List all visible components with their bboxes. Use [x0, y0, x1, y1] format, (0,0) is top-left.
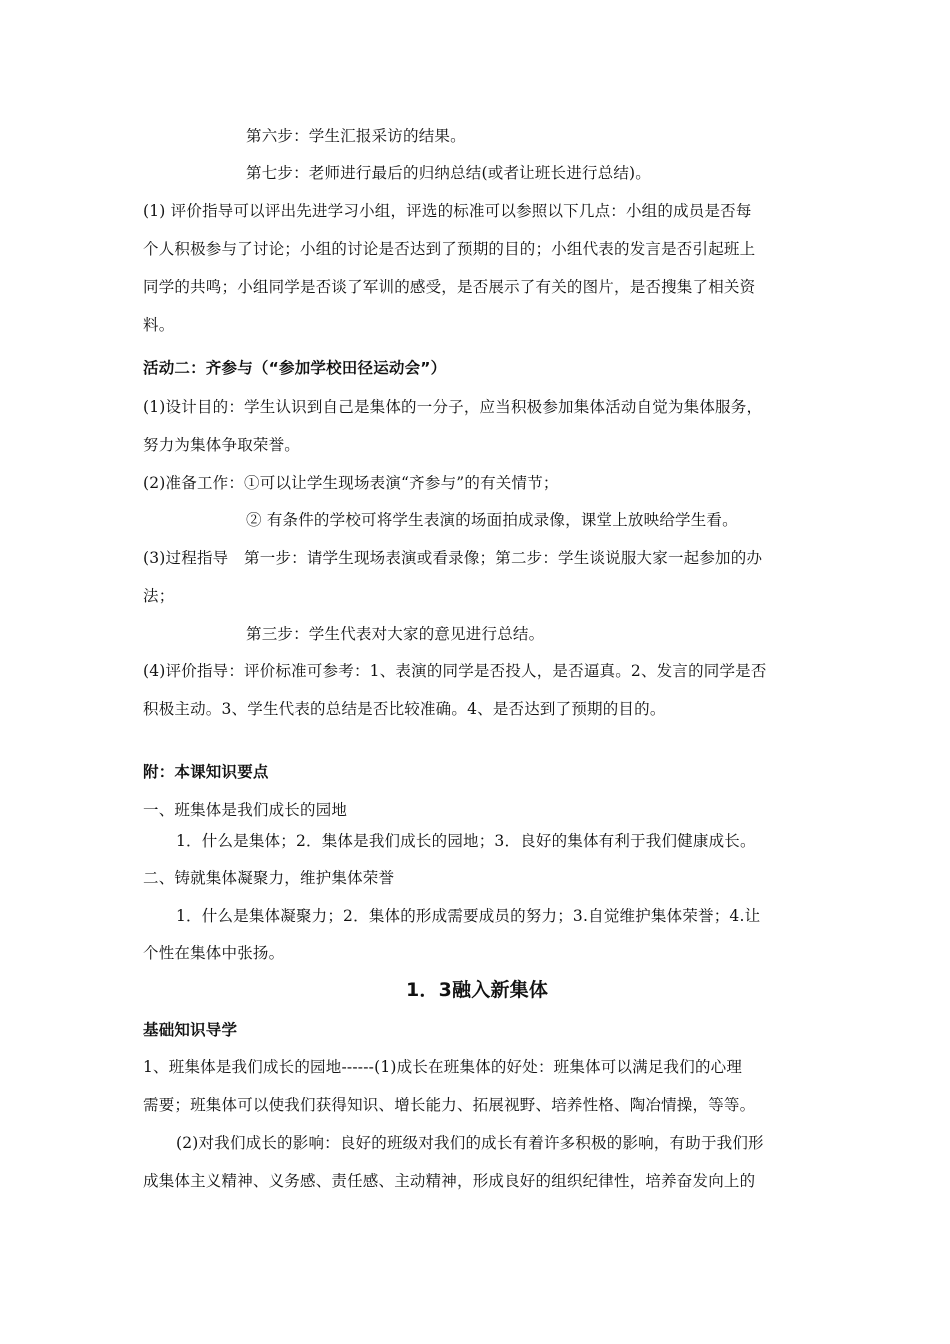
- paragraph-line: 1．什么是集体凝聚力；2．集体的形成需要成员的努力；3.自觉维护集体荣誉；4.让: [176, 907, 761, 925]
- subsection-heading: 基础知识导学: [143, 1021, 238, 1039]
- paragraph-line: 料。: [143, 316, 175, 334]
- step-seven-line: 第七步：老师进行最后的归纳总结(或者让班长进行总结)。: [246, 164, 651, 182]
- section-title: 1．3融入新集体: [406, 979, 549, 1001]
- paragraph-line: (1) 评价指导可以评出先进学习小组，评选的标准可以参照以下几点：小组的成员是否每: [143, 202, 752, 220]
- paragraph-line: ② 有条件的学校可将学生表演的场面拍成录像，课堂上放映给学生看。: [246, 511, 738, 529]
- paragraph-line: 积极主动。3、学生代表的总结是否比较准确。4、是否达到了预期的目的。: [143, 700, 666, 718]
- paragraph-line: 法；: [143, 587, 175, 605]
- paragraph-line: 第三步：学生代表对大家的意见进行总结。: [246, 625, 545, 643]
- paragraph-line: 同学的共鸣；小组同学是否谈了军训的感受，是否展示了有关的图片，是否搜集了相关资: [143, 278, 756, 296]
- paragraph-line: 1．什么是集体；2．集体是我们成长的园地；3．良好的集体有利于我们健康成长。: [176, 832, 756, 850]
- paragraph-line: (1)设计目的：学生认识到自己是集体的一分子，应当积极参加集体活动自觉为集体服务，: [143, 398, 763, 416]
- paragraph-line: 成集体主义精神、义务感、责任感、主动精神，形成良好的组织纪律性，培养奋发向上的: [143, 1172, 756, 1190]
- paragraph-line: 二、铸就集体凝聚力，维护集体荣誉: [143, 869, 395, 887]
- paragraph-line: (2)对我们成长的影响：良好的班级对我们的成长有着许多积极的影响，有助于我们形: [176, 1134, 764, 1152]
- paragraph-line: (4)评价指导：评价标准可参考：1、表演的同学是否投人，是否逼真。2、发言的同学是否: [143, 662, 767, 680]
- paragraph-line: 努力为集体争取荣誉。: [143, 436, 301, 454]
- activity-two-heading: 活动二：齐参与（“参加学校田径运动会”）: [143, 359, 447, 377]
- paragraph-line: 1、班集体是我们成长的园地------(1)成长在班集体的好处：班集体可以满足我们的心理: [143, 1058, 743, 1076]
- step-six-line: 第六步：学生汇报采访的结果。: [246, 127, 466, 145]
- paragraph-line: (2)准备工作：①可以让学生现场表演“齐参与”的有关情节；: [143, 474, 559, 492]
- paragraph-line: (3)过程指导 第一步：请学生现场表演或看录像；第二步：学生谈说服大家一起参加的办: [143, 549, 763, 567]
- paragraph-line: 需要；班集体可以使我们获得知识、增长能力、拓展视野、培养性格、陶冶情操，等等。: [143, 1096, 756, 1114]
- appendix-heading: 附：本课知识要点: [143, 763, 269, 781]
- paragraph-line: 一、班集体是我们成长的园地: [143, 801, 348, 819]
- paragraph-line: 个人积极参与了讨论；小组的讨论是否达到了预期的目的；小组代表的发言是否引起班上: [143, 240, 756, 258]
- paragraph-line: 个性在集体中张扬。: [143, 944, 285, 962]
